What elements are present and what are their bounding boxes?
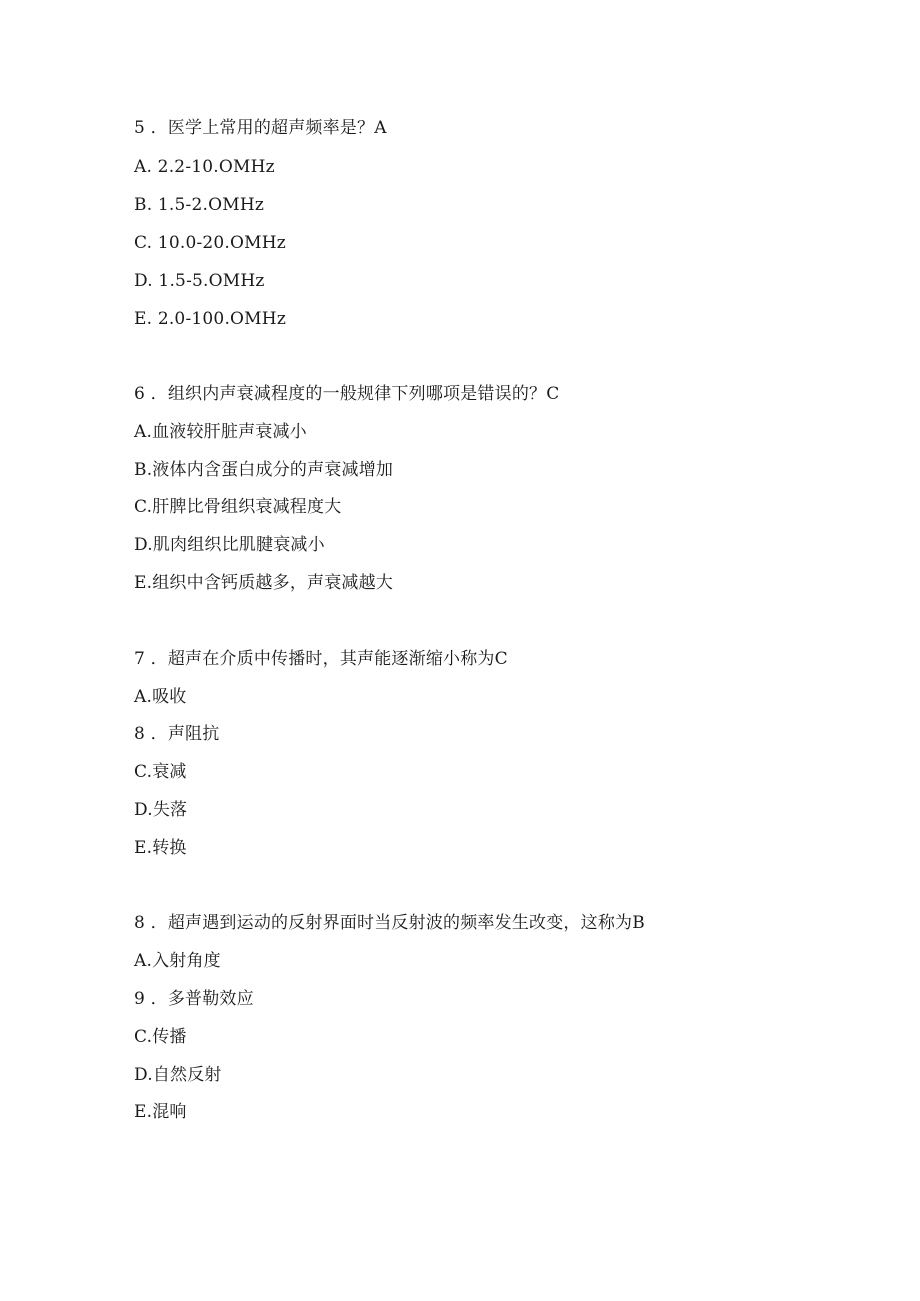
question-8-option-c: C.传播 (134, 1027, 187, 1047)
question-6-option-d: D.肌肉组织比肌腱衰减小 (134, 535, 325, 555)
question-8-option-e: E.混响 (134, 1102, 187, 1122)
question-6-option-b: B.液体内含蛋白成分的声衰减增加 (134, 460, 394, 480)
question-5-option-a: A. 2.2-10.OMHz (134, 157, 275, 177)
question-5-stem: 5 ．医学上常用的超声频率是？A (134, 118, 387, 138)
question-8-stem: 8 ．超声遇到运动的反射界面时当反射波的频率发生改变，这称为B (134, 913, 645, 933)
question-6-stem: 6 ．组织内声衰减程度的一般规律下列哪项是错误的？C (134, 384, 560, 404)
question-8-option-a: A.入射角度 (134, 951, 221, 971)
question-5-option-c: C. 10.0-20.OMHz (134, 233, 286, 253)
question-5-option-d: D. 1.5-5.OMHz (134, 271, 265, 291)
question-7-stem: 7 ．超声在介质中传播时，其声能逐渐缩小称为C (134, 649, 508, 669)
question-5-option-e: E. 2.0-100.OMHz (134, 309, 286, 329)
question-8-option-b: 9 ．多普勒效应 (134, 989, 254, 1009)
question-7-option-a: A.吸收 (134, 687, 187, 707)
question-6-option-e: E.组织中含钙质越多，声衰减越大 (134, 573, 394, 593)
question-6-option-a: A.血液较肝脏声衰减小 (134, 422, 307, 442)
question-7-option-e: E.转换 (134, 838, 187, 858)
question-8-option-d: D.自然反射 (134, 1065, 222, 1085)
question-7-option-b: 8 ．声阻抗 (134, 724, 220, 744)
question-7-option-c: C.衰减 (134, 762, 187, 782)
question-5-option-b: B. 1.5-2.OMHz (134, 195, 265, 215)
question-6-option-c: C.肝脾比骨组织衰减程度大 (134, 497, 342, 517)
question-7-option-d: D.失落 (134, 800, 188, 820)
